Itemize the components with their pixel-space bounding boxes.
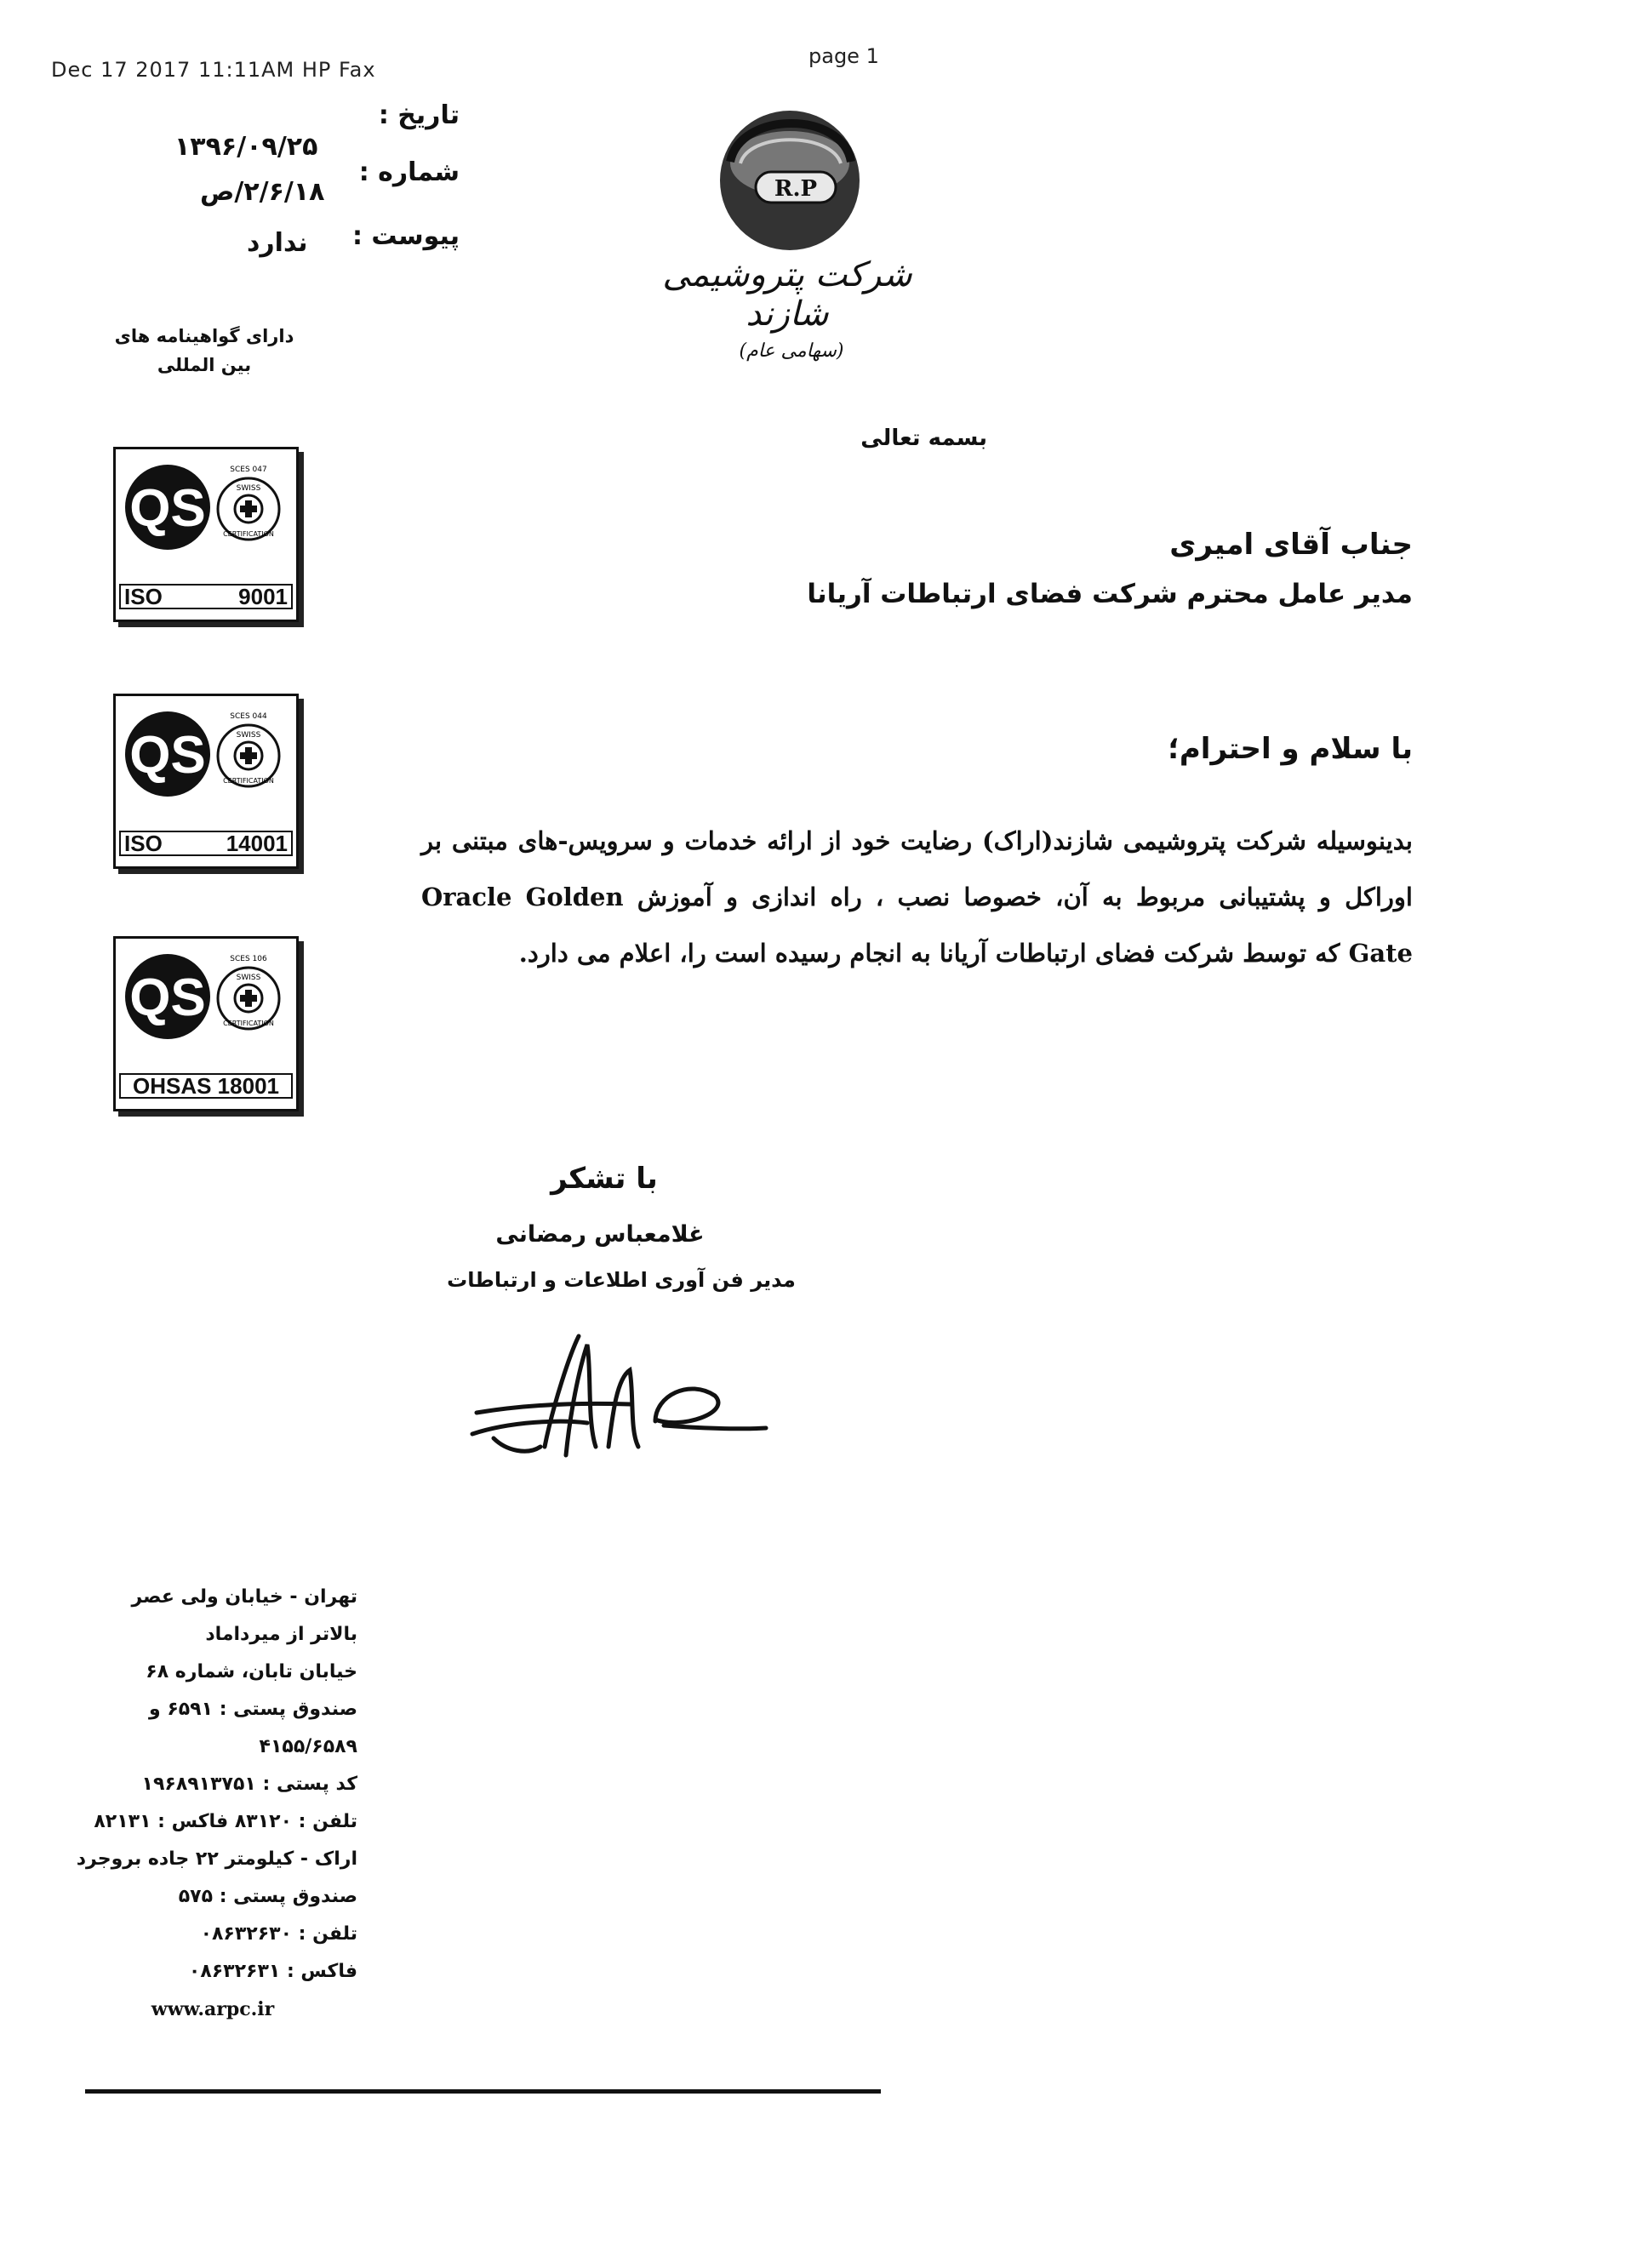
footer-line: اراک - کیلومتر ۲۲ جاده بروجرد (76, 1848, 357, 1870)
fax-header: Dec 17 2017 11:11AM HP Fax (51, 58, 376, 82)
svg-text:SWISS: SWISS (236, 484, 261, 493)
footer-line: فاکس : ۰۸۶۳۲۶۳۱ (188, 1961, 357, 1982)
recipient-name: جناب آقای امیری (1169, 528, 1413, 562)
footer-line: تلفن : ۰۸۶۳۲۶۳۰ (200, 1923, 357, 1945)
svg-text:CERTIFICATION: CERTIFICATION (223, 777, 274, 785)
signer-name: غلامعباس رمضانی (495, 1221, 705, 1248)
certificate-standard: OHSAS 18001 (119, 1073, 293, 1099)
svg-text:CERTIFICATION: CERTIFICATION (223, 530, 274, 538)
svg-text:SCES 106: SCES 106 (230, 955, 267, 963)
closing: با تشکر (551, 1162, 658, 1196)
footer-address (68, 1579, 357, 2028)
date-label: تاریخ : (378, 100, 460, 130)
company-type: (سهامی عام) (739, 340, 844, 362)
footer-line: تلفن : ۸۳۱۲۰ فاکس : ۸۲۱۳۱ (94, 1811, 357, 1832)
date-row (102, 100, 460, 130)
website-link[interactable]: www.arpc.ir (151, 1998, 275, 2020)
greeting: با سلام و احترام؛ (1168, 732, 1413, 766)
signer-title: مدیر فن آوری اطلاعات و ارتباطات (447, 1268, 796, 1292)
number-label: شماره : (358, 157, 460, 187)
svg-text:CERTIFICATION: CERTIFICATION (223, 1020, 274, 1027)
footer-line: صندوق پستی : ۵۷۵ (178, 1886, 357, 1907)
qs-logo-icon (121, 945, 291, 1065)
certificate-standard: ISO 9001 (119, 584, 293, 609)
certificates-caption (111, 322, 298, 380)
footer-line: کد پستی : ۱۹۶۸۹۱۳۷۵۱ (141, 1774, 357, 1795)
attachment-label: پیوست : (351, 221, 460, 251)
certificates-caption-line2: بین المللی (157, 355, 252, 375)
certificate-ohsas-18001 (113, 936, 299, 1111)
attachment-value: ندارد (247, 228, 308, 258)
recipient-title: مدیر عامل محترم شرکت فضای ارتباطات آریانا (807, 579, 1413, 609)
date-value: ۱۳۹۶/۰۹/۲۵ (174, 132, 318, 162)
page-number: page 1 (808, 44, 879, 68)
footer-line: بالاتر از میرداماد (205, 1624, 357, 1645)
svg-text:SCES 044: SCES 044 (230, 712, 267, 721)
svg-text:SWISS: SWISS (236, 731, 261, 740)
signature-icon (460, 1319, 783, 1489)
footer-line: صندوق پستی : ۶۵۹۱ و ۴۱۵۵/۶۵۸۹ (148, 1699, 357, 1757)
footer-line: تهران - خیابان ولی عصر (131, 1586, 357, 1608)
svg-text:QS: QS (129, 968, 206, 1027)
certificates-caption-line1: دارای گواهینامه های (114, 326, 294, 346)
footer-line: خیابان تابان، شماره ۶۸ (146, 1661, 357, 1682)
qs-logo-icon (121, 456, 291, 575)
letter-body: بدینوسیله شرکت پتروشیمی شازند(اراک) رضایت خود از ارائه خدمات و سرویس-های مبتنی بر اوراکل و پشتیبانی مربوط به آن، خصوصا نصب ، راه اندازی و آموزش Oracle Golden Gate که توسط شرکت فضای ارتباطات آریانا به انجام رسیده است را، اعلام می دارد. (421, 826, 1413, 968)
bismillah: بسمه تعالی (860, 426, 987, 451)
globe-logo-icon (681, 102, 902, 255)
svg-text:QS: QS (129, 479, 206, 538)
qs-logo-icon (121, 703, 291, 822)
number-value: ۲/۶/۱۸/ص (200, 177, 325, 207)
svg-text:SCES 047: SCES 047 (230, 466, 267, 474)
certificate-iso-14001 (113, 694, 299, 869)
svg-text:R.P: R.P (774, 176, 818, 202)
certificate-standard: ISO 14001 (119, 831, 293, 856)
company-name: شرکت پتروشیمی شازند (662, 255, 912, 334)
svg-text:SWISS: SWISS (236, 974, 261, 982)
footer-rule (85, 2089, 881, 2094)
svg-text:QS: QS (129, 726, 206, 785)
certificate-iso-9001 (113, 447, 299, 622)
